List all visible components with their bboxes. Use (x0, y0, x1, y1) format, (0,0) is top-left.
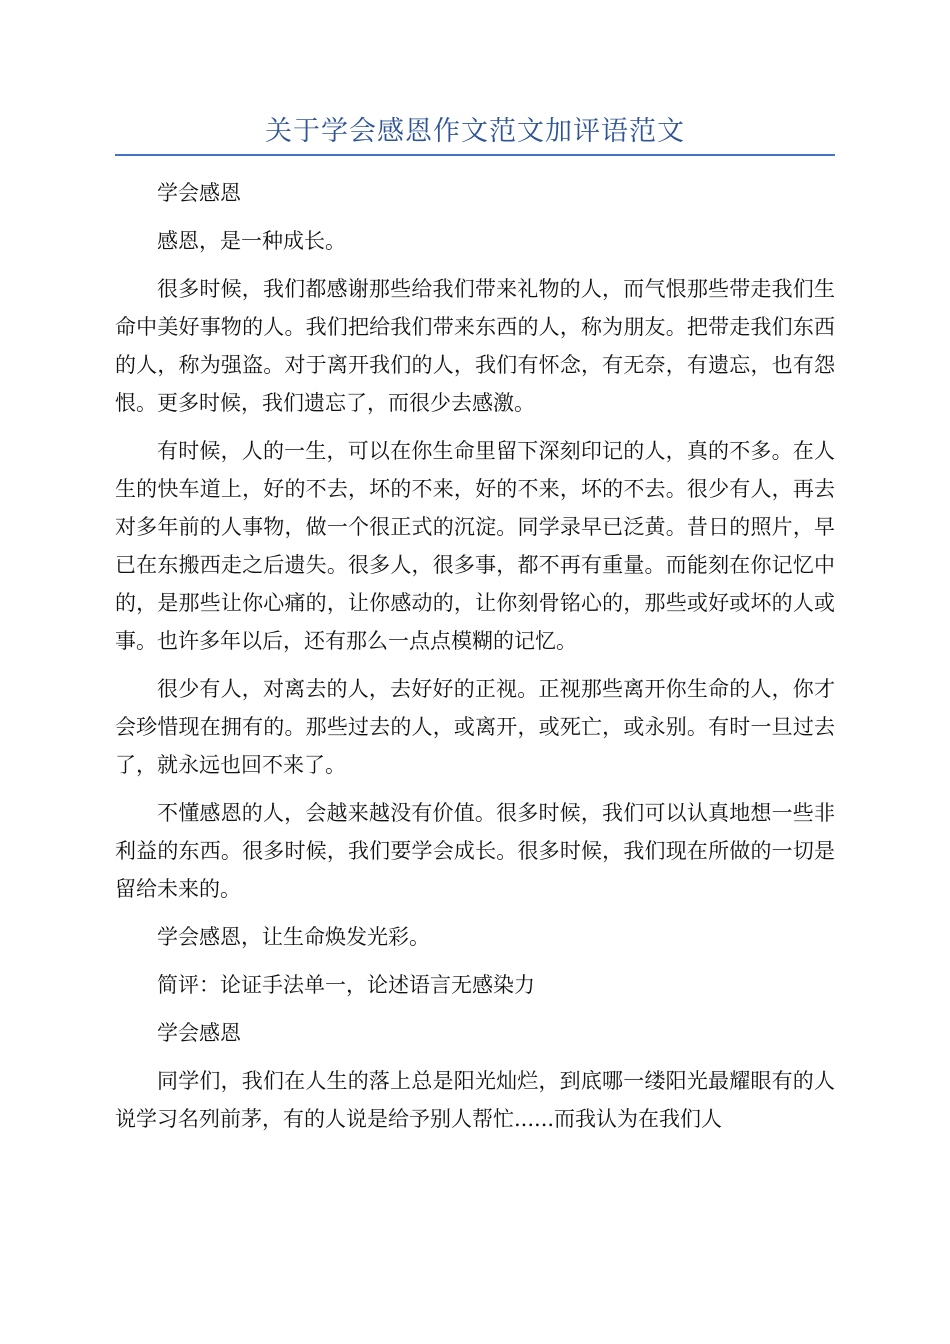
paragraph-2: 很多时候，我们都感谢那些给我们带来礼物的人，而气恨那些带走我们生命中美好事物的人。我们把给我们带来东西的人，称为朋友。把带走我们东西的人，称为强盗。对于离开我们的人，我们有怀念，有无奈，有遗忘，也有怨恨。更多时候，我们遗忘了，而很少去感激。 (115, 277, 835, 415)
paragraph-1: 感恩，是一种成长。 (157, 229, 346, 253)
essay-heading-2: 学会感恩 (157, 1021, 241, 1045)
paragraph-6: 学会感恩，让生命焕发光彩。 (157, 925, 430, 949)
paragraph-4: 很少有人，对离去的人，去好好的正视。正视那些离开你生命的人，你才会珍惜现在拥有的。那些过去的人，或离开，或死亡，或永别。有时一旦过去了，就永远也回不来了。 (115, 677, 835, 777)
essay-heading-1: 学会感恩 (157, 181, 241, 205)
review-comment: 简评：论证手法单一，论述语言无感染力 (157, 973, 535, 997)
paragraph-7: 同学们，我们在人生的落上总是阳光灿烂，到底哪一缕阳光最耀眼有的人说学习名列前茅，有的人说是给予别人帮忙......而我认为在我们人 (115, 1069, 835, 1131)
paragraph-3: 有时候，人的一生，可以在你生命里留下深刻印记的人，真的不多。在人生的快车道上，好的不去，坏的不来，好的不来，坏的不去。很少有人，再去对多年前的人事物，做一个很正式的沉淀。同学录早已泛黄。昔日的照片，早已在东搬西走之后遗失。很多人，很多事，都不再有重量。而能刻在你记忆中的，是那些让你心痛的，让你感动的，让你刻骨铭心的，那些或好或坏的人或事。也许多年以后，还有那么一点点模糊的记忆。 (115, 439, 835, 653)
document-title: 关于学会感恩作文范文加评语范文 (265, 116, 685, 147)
title-underline (115, 154, 835, 156)
paragraph-5: 不懂感恩的人，会越来越没有价值。很多时候，我们可以认真地想一些非利益的东西。很多时候，我们要学会成长。很多时候，我们现在所做的一切是留给未来的。 (115, 801, 835, 901)
document-body (115, 174, 835, 1148)
